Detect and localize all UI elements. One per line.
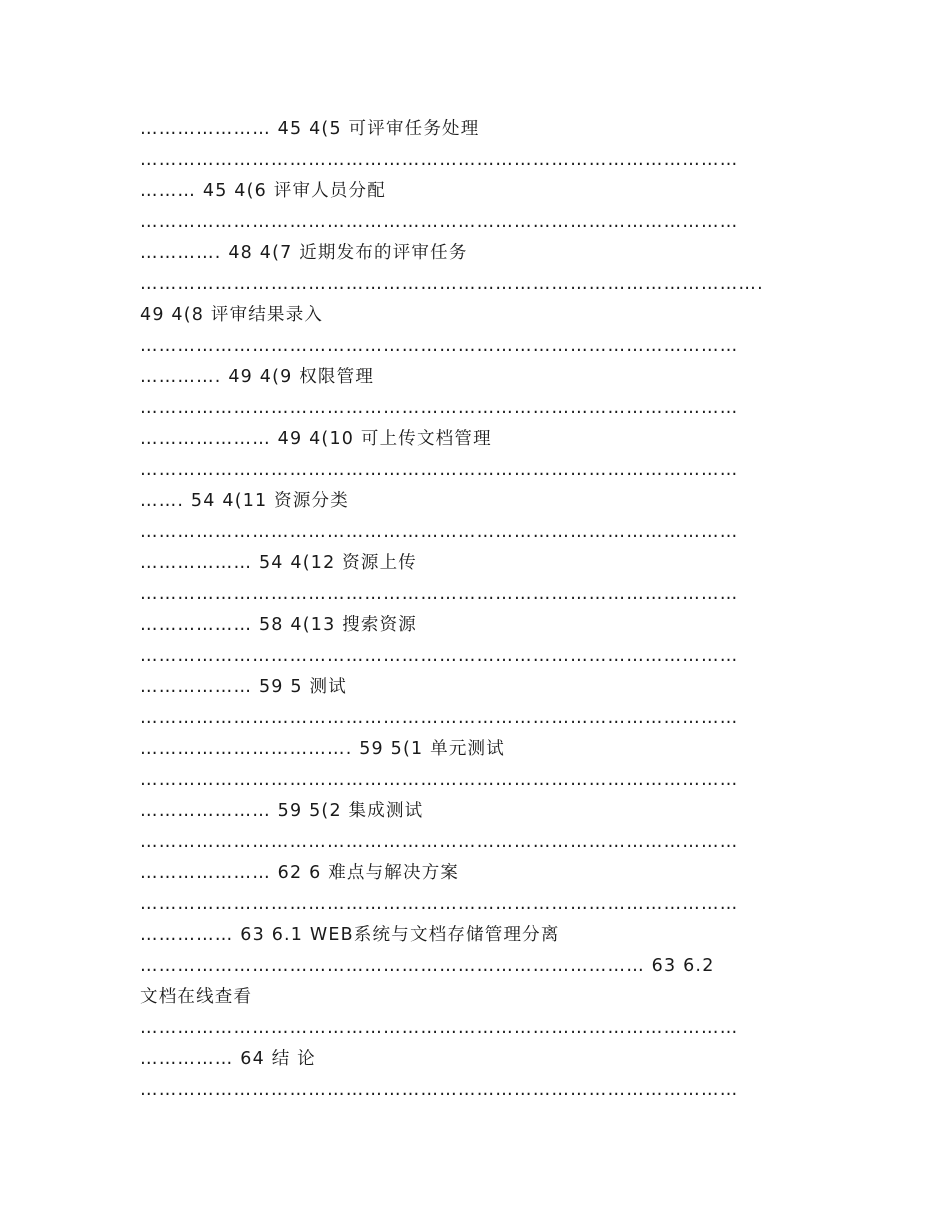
toc-line: …………. 49 4(9 权限管理 bbox=[140, 367, 375, 387]
toc-leader-line: …………………………………………………………………………………… bbox=[140, 522, 739, 542]
toc-line: ………………… 45 4(5 可评审任务处理 bbox=[140, 119, 480, 139]
toc-leader-line: …………………………………………………………………………………… bbox=[140, 770, 739, 790]
toc-line: 文档在线查看 bbox=[140, 987, 253, 1007]
toc-leader-line: …………………………………………………………………………………… bbox=[140, 212, 739, 232]
toc-line: ……………………………. 59 5(1 单元测试 bbox=[140, 739, 505, 759]
toc-leader-line: …………………………………………………………………………………… bbox=[140, 646, 739, 666]
toc-leader-line: …………………………………………………………………………………… bbox=[140, 584, 739, 604]
toc-leader-line: …………………………………………………………………………………… bbox=[140, 708, 739, 728]
toc-line: ………………… 62 6 难点与解决方案 bbox=[140, 863, 460, 883]
toc-page bbox=[140, 114, 820, 1106]
toc-line: ……………… 54 4(12 资源上传 bbox=[140, 553, 417, 573]
toc-leader-line: …………………………………………………………………………………… bbox=[140, 832, 739, 852]
toc-leader-line: …………………………………………………………………………………… bbox=[140, 398, 739, 418]
toc-line: ……………… 58 4(13 搜索资源 bbox=[140, 615, 417, 635]
toc-line: …………… 63 6.1 WEB系统与文档存储管理分离 bbox=[140, 925, 560, 945]
toc-leader-line: …………………………………………………………………………………… bbox=[140, 150, 739, 170]
toc-line: …………… 64 结 论 bbox=[140, 1049, 316, 1069]
toc-leader-line: ………………………………………………………………………………………. bbox=[140, 274, 764, 294]
toc-line: ………………… 49 4(10 可上传文档管理 bbox=[140, 429, 492, 449]
toc-leader-line: ……………………………………………………………………… 63 6.2 bbox=[140, 956, 715, 976]
toc-line: ……. 54 4(11 资源分类 bbox=[140, 491, 349, 511]
toc-line: ……… 45 4(6 评审人员分配 bbox=[140, 181, 386, 201]
toc-line: ………………… 59 5(2 集成测试 bbox=[140, 801, 424, 821]
toc-line: 49 4(8 评审结果录入 bbox=[140, 305, 324, 325]
toc-line: ……………… 59 5 测试 bbox=[140, 677, 347, 697]
toc-leader-line: …………………………………………………………………………………… bbox=[140, 1018, 739, 1038]
toc-leader-line: …………………………………………………………………………………… bbox=[140, 894, 739, 914]
toc-leader-line: …………………………………………………………………………………… bbox=[140, 1080, 739, 1100]
toc-leader-line: …………………………………………………………………………………… bbox=[140, 460, 739, 480]
toc-leader-line: …………………………………………………………………………………… bbox=[140, 336, 739, 356]
toc-line: …………. 48 4(7 近期发布的评审任务 bbox=[140, 243, 468, 263]
